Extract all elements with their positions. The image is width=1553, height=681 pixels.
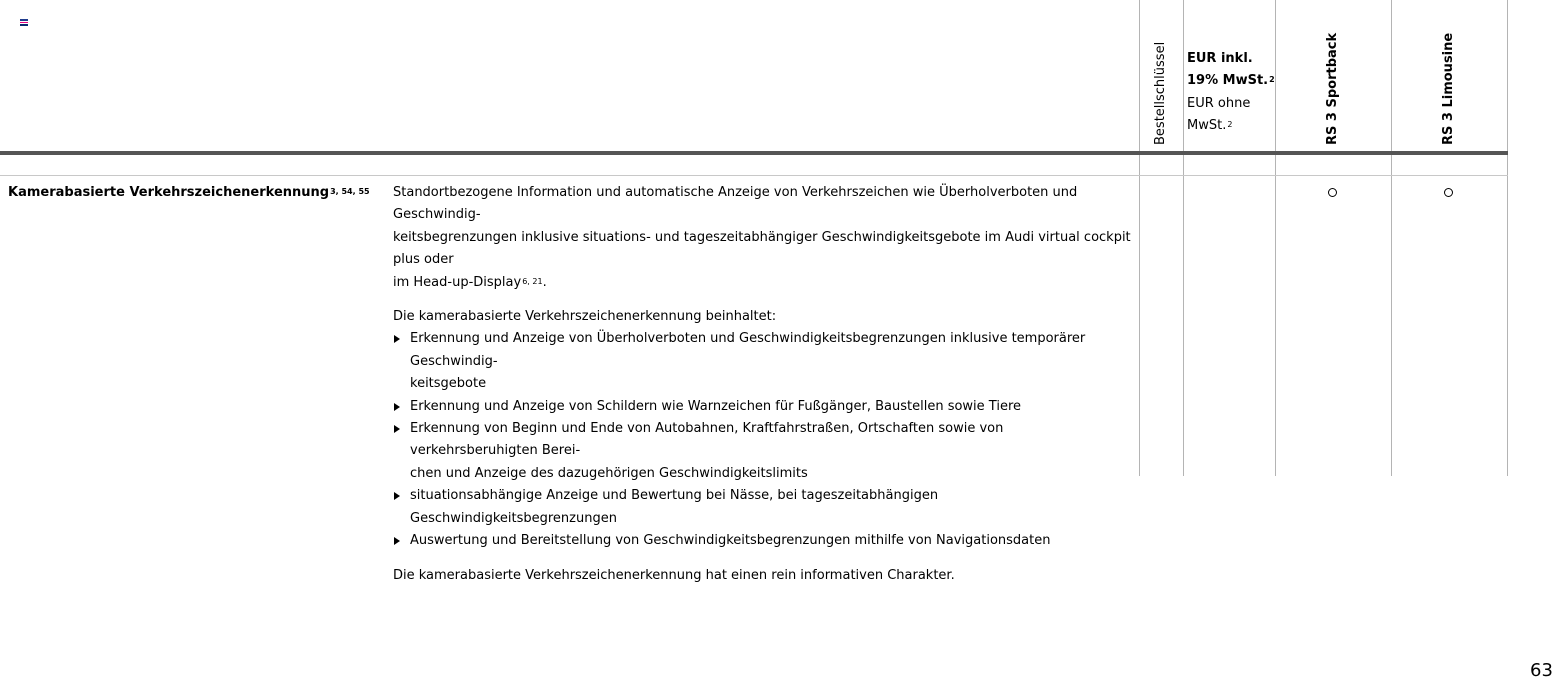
- flag-stripe-1: [20, 19, 28, 21]
- intro-line: im Head-up-Display: [393, 274, 522, 290]
- list-item: [393, 396, 1133, 418]
- list-item: [393, 485, 1133, 530]
- feature-bullet-list: [393, 328, 1133, 552]
- bullet-triangle-icon: [394, 492, 400, 500]
- flag-stripe-3: [20, 24, 28, 26]
- bullet-text: Erkennung und Anzeige von Überholverboten und Geschwindigkeitsbegrenzungen inklusive temporärer Geschwindig-: [410, 331, 1086, 369]
- bullet-triangle-icon: [394, 403, 400, 411]
- bullet-triangle-icon: [394, 425, 400, 433]
- intro-line: keitsbegrenzungen inklusive situations- und tageszeitabhängiger Geschwindigkeitsgebote im Audi virtual cockpit plus oder: [393, 229, 1131, 268]
- intro-footnotes: 6, 21: [522, 276, 543, 286]
- column-divider: [1391, 0, 1392, 476]
- column-header-price: [1187, 48, 1275, 138]
- price-incl-line2: 19% MwSt.: [1187, 73, 1269, 89]
- intro-period: .: [542, 274, 547, 290]
- row-top-rule: [0, 175, 1508, 176]
- bullet-text: keitsgebote: [410, 376, 487, 392]
- price-incl-vat: [1187, 70, 1275, 92]
- bullet-text: Erkennung und Anzeige von Schildern wie Warnzeichen für Fußgänger, Baustellen sowie Tiere: [410, 398, 1021, 414]
- price-incl-label: [1187, 48, 1275, 70]
- bullet-triangle-icon: [394, 335, 400, 343]
- column-header-model-2: RS 3 Limousine: [1441, 32, 1456, 145]
- includes-heading: Die kamerabasierte Verkehrszeichenerkennung beinhaltet:: [393, 309, 777, 325]
- column-divider: [1139, 0, 1140, 476]
- column-divider: [1507, 0, 1508, 476]
- column-divider: [1183, 0, 1184, 476]
- intro-paragraph: [393, 182, 1133, 294]
- price-excl-footnote: 2: [1227, 120, 1233, 130]
- bullet-text: situationsabhängige Anzeige und Bewertung bei Nässe, bei tageszeitabhängigen Geschwindigkeitsbegrenzungen: [410, 488, 939, 526]
- optional-circle-icon: [1444, 188, 1453, 197]
- page-number: 63: [1530, 660, 1553, 681]
- feature-footnotes: 3, 54, 55: [330, 187, 370, 196]
- flag-stripe-2: [20, 22, 28, 24]
- feature-name: [8, 182, 370, 204]
- list-item: [393, 530, 1133, 552]
- price-excl-line2: MwSt.: [1187, 118, 1227, 134]
- column-divider: [1275, 0, 1276, 476]
- closing-note: Die kamerabasierte Verkehrszeichenerkennung hat einen rein informativen Charakter.: [393, 567, 955, 583]
- bullet-triangle-icon: [394, 537, 400, 545]
- feature-title: Kamerabasierte Verkehrszeichenerkennung: [8, 185, 330, 200]
- feature-description: [393, 182, 1133, 587]
- list-item: [393, 418, 1133, 485]
- price-incl-line1: EUR inkl.: [1187, 51, 1253, 66]
- list-item: [393, 328, 1133, 395]
- language-flag-icon: [20, 19, 28, 27]
- price-incl-footnote: 2: [1269, 75, 1275, 85]
- price-excl-label: [1187, 93, 1275, 115]
- optional-circle-icon: [1328, 188, 1337, 197]
- bullet-text: Auswertung und Bereitstellung von Geschwindigkeitsbegrenzungen mithilfe von Navigationsdaten: [410, 533, 1051, 549]
- price-excl-vat: [1187, 115, 1275, 137]
- bullet-text: Erkennung von Beginn und Ende von Autobahnen, Kraftfahrstraßen, Ortschaften sowie von verkehrsberuhigten Berei-: [410, 421, 1004, 459]
- column-header-bestellschluessel: Bestellschlüssel: [1153, 41, 1168, 145]
- price-excl-line1: EUR ohne: [1187, 95, 1251, 111]
- header-bottom-rule: [0, 151, 1508, 155]
- bullet-text: chen und Anzeige des dazugehörigen Geschwindigkeitslimits: [410, 465, 808, 481]
- intro-line: Standortbezogene Information und automatische Anzeige von Verkehrszeichen wie Überholverboten und Geschwindig-: [393, 185, 1078, 223]
- column-header-model-1: RS 3 Sportback: [1325, 32, 1340, 145]
